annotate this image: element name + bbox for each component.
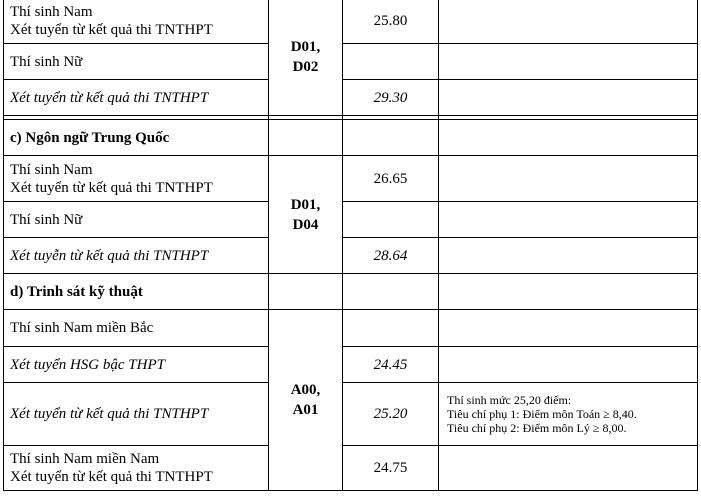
candidate-line: Xét tuyển HSG bậc THPT xyxy=(10,356,165,373)
table-row xyxy=(4,156,698,202)
subject-code: D01, xyxy=(290,39,321,55)
candidate-line: Xét tuyển từ kết quả thi TNTHPT xyxy=(10,406,209,422)
score-cell xyxy=(343,44,439,80)
note-cell xyxy=(439,310,698,347)
candidate-line: Thí sinh Nam xyxy=(10,161,93,178)
table-row xyxy=(4,0,698,44)
candidate-line: Thí sinh Nữ xyxy=(10,53,83,70)
candidate-cell xyxy=(4,238,269,274)
candidate-line: Xét tuyển từ kết quả thi TNTHPT xyxy=(10,469,213,485)
subject-code: A00, xyxy=(290,382,321,398)
candidate-cell xyxy=(4,44,269,80)
note-cell xyxy=(439,347,698,383)
note-cell xyxy=(439,80,698,116)
candidate-cell xyxy=(4,80,269,116)
note-cell xyxy=(439,0,698,44)
subject-code: D04 xyxy=(292,216,319,233)
score-cell xyxy=(343,310,439,347)
table-row xyxy=(4,44,698,80)
note-cell xyxy=(439,238,698,274)
table-row xyxy=(4,347,698,383)
score-cell: 26.65 xyxy=(343,156,439,202)
score-cell: 24.75 xyxy=(343,446,439,491)
candidate-line: Xét tuyển từ kết quả thi TNTHPT xyxy=(10,89,209,106)
table-row xyxy=(4,202,698,238)
subject-code: D01, xyxy=(290,196,321,213)
score-cell: 25.20 xyxy=(343,383,439,446)
table-row xyxy=(4,80,698,116)
subject-code: D02 xyxy=(292,59,319,75)
candidate-cell xyxy=(4,202,269,238)
subject-code-cell xyxy=(269,0,343,116)
candidate-line: Xét tuyển từ kết quả thi TNTHPT xyxy=(10,179,213,196)
table-row xyxy=(4,383,698,446)
note-cell xyxy=(439,383,698,446)
candidate-cell xyxy=(4,0,269,44)
table-row xyxy=(4,310,698,347)
section-title: d) Trinh sát kỹ thuật xyxy=(4,274,269,310)
subject-code: A01 xyxy=(292,402,319,418)
note-cell xyxy=(439,446,698,491)
subject-code-cell xyxy=(269,156,343,274)
score-cell: 29.30 xyxy=(343,80,439,116)
admission-score-table xyxy=(3,0,698,491)
candidate-cell xyxy=(4,310,269,347)
candidate-cell xyxy=(4,446,269,491)
candidate-line: Xét tuyễn từ kết quả thi TNTHPT xyxy=(10,247,209,264)
section-title: c) Ngôn ngữ Trung Quốc xyxy=(4,120,269,156)
candidate-line: Thí sinh Nam miền Nam xyxy=(10,451,160,467)
note-cell xyxy=(439,202,698,238)
note-line: Thí sinh mức 25,20 điểm: xyxy=(447,393,572,407)
score-cell: 25.80 xyxy=(343,0,439,44)
table-row xyxy=(4,238,698,274)
candidate-cell xyxy=(4,383,269,446)
table-row xyxy=(4,446,698,491)
candidate-line: Thí sinh Nam miền Bắc xyxy=(10,320,154,336)
section-header-row xyxy=(4,274,698,310)
candidate-line: Xét tuyển từ kết quả thi TNTHPT xyxy=(10,22,213,38)
candidate-line: Thí sinh Nam xyxy=(10,4,93,20)
score-cell: 24.45 xyxy=(343,347,439,383)
candidate-line: Thí sinh Nữ xyxy=(10,211,83,228)
section-header-row xyxy=(4,120,698,156)
note-line: Tiêu chí phụ 2: Điểm môn Lý ≥ 8,00. xyxy=(447,421,627,435)
note-cell xyxy=(439,44,698,80)
score-cell: 28.64 xyxy=(343,238,439,274)
subject-code-cell xyxy=(269,310,343,491)
note-cell xyxy=(439,156,698,202)
candidate-cell xyxy=(4,156,269,202)
candidate-cell xyxy=(4,347,269,383)
note-line: Tiêu chí phụ 1: Điểm môn Toán ≥ 8,40. xyxy=(447,407,637,421)
score-cell xyxy=(343,202,439,238)
